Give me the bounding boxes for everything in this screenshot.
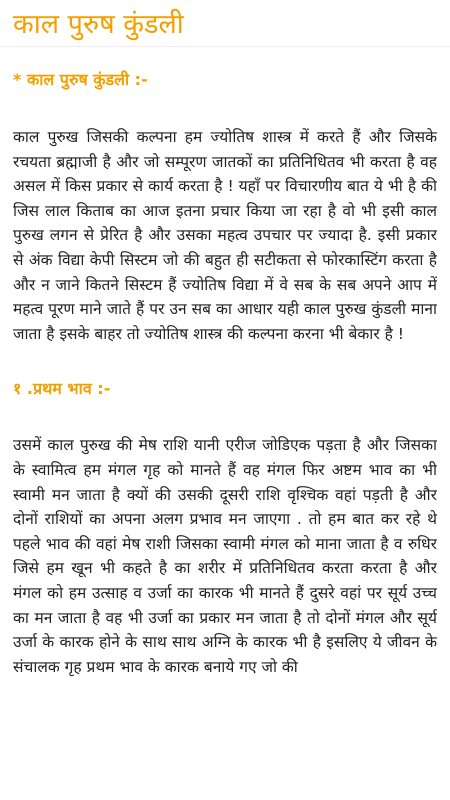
app-header (0, 0, 450, 50)
section-heading-kaal-purush: * काल पुरुष कुंडली :- (13, 70, 148, 89)
page-title: काल पुरुष कुंडली (13, 9, 184, 40)
article-content[interactable] (13, 56, 437, 800)
header-divider (0, 46, 450, 47)
section-heading-pratham-bhav: १ .प्रथम भाव :- (13, 379, 111, 399)
section-body-pratham-bhav: उसमें काल पुरुख की मेष राशि यानी एरीज जोडिएक पड़ता है और जिसका के स्वामित्व हम मंगल गृह को मानते हैं वह मंगल फिर अष्टम भाव का भी स्वामी मन जाता है क्यों की उसकी दूसरी राशि वृश्चिक वहां पड़ती है और दोनों राशियों का अपना अलग प्रभाव मन जाएगा . तो हम बात कर रहे थे पहले भाव की वहां मेष राशी जिसका स्वामी मंगल को माना जाता है व रुधिर जिसे हम खून भी कहते है का शरीर में प्रतिनिधितव करता करता है और मंगल को हम उत्साह व उर्जा का कारक भी मानते हैं दुसरे वहां पर सूर्य उच्च का मन जाता है वह भी उर्जा का प्रकार मन जाता है तो दोनों मंगल और सूर्य उर्जा के कारक होने के साथ साथ अग्नि के कारक भी है इसलिए ये जीवन के संचालक गृह प्रथम भाव के कारक बनाये गए जो की (13, 436, 437, 676)
section-body-kaal-purush: काल पुरुख जिसकी कल्पना हम ज्योतिष शास्त्र में करते हैं और जिसके रचयता ब्रह्माजी है और जो सम्पूरण जातकों का प्रतिनिधितव भी करता है वह असल में किस प्रकार से कार्य करता है ! यहाँ पर विचारणीय बात ये भी है की जिस लाल किताब का आज इतना प्रचार किया जा रहा है वो भी इसी काल पुरुख लगन से प्रेरित है और उसका महत्व उपचार पर ज्यादा है. इसी प्रकार से अंक विद्या केपी सिस्टम जो की बहुत ही सटीकता से फोरकास्टिंग करता है और न जाने कितने सिस्टम हैं ज्योतिष विद्या में वे सब के सब अपने आप में महत्व पूरण माने जाते हैं पर उन सब का आधार यही काल पुरुख कुंडली माना जाता है इसके बाहर तो ज्योतिष शास्त्र की कल्पना करना भी बेकार है ! (13, 128, 437, 343)
